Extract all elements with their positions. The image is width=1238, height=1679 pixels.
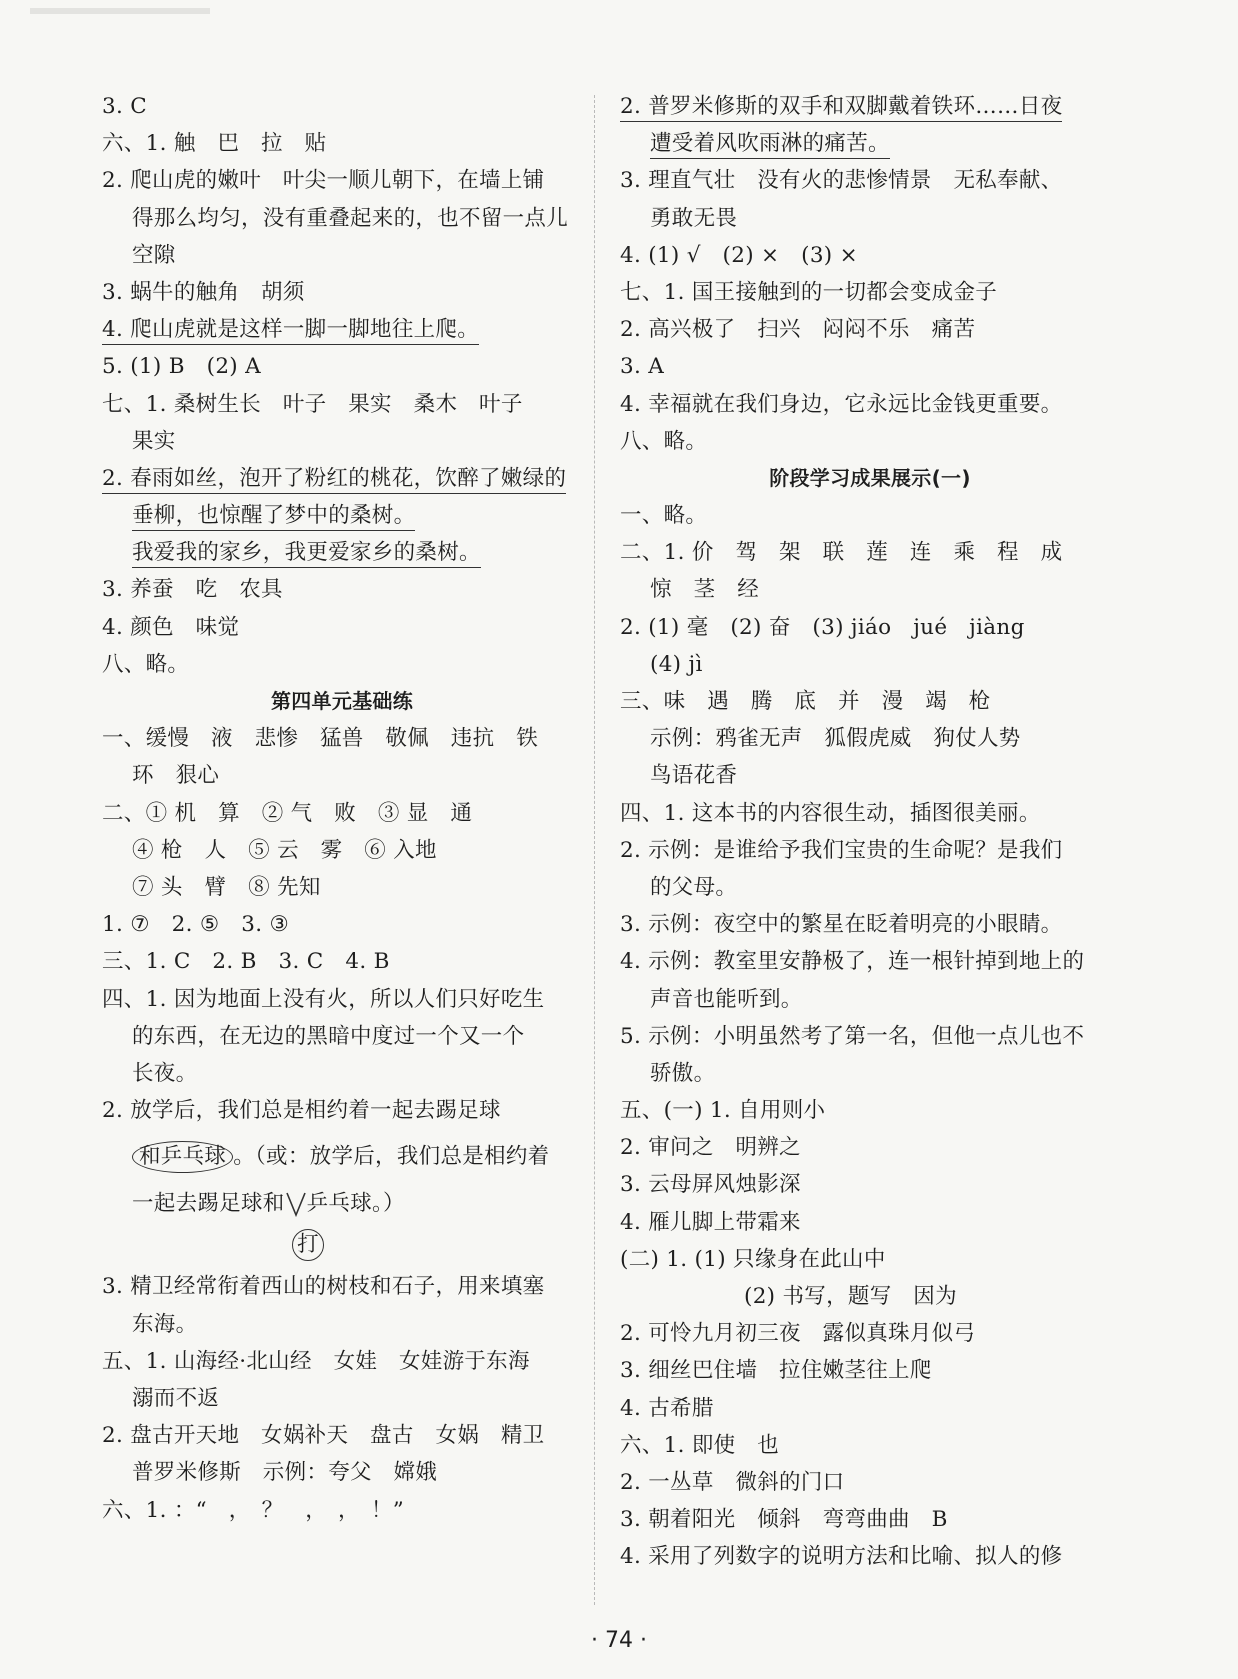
answer-text: 3. 精卫经常衔着西山的树枝和石子，用来填塞 [102, 1274, 545, 1300]
answer-line [102, 1268, 582, 1305]
answer-text: 的父母。 [650, 874, 738, 900]
answer-line [102, 1343, 582, 1380]
answer-line [102, 981, 582, 1018]
answer-text: 四、1. 因为地面上没有火，所以人们只好吃生 [102, 986, 545, 1012]
column-divider [594, 95, 595, 1605]
correction-line3-tail: 乒乓球。） [306, 1191, 405, 1217]
answer-text: 3. 示例：夜空中的繁星在眨着明亮的小眼睛。 [620, 912, 1063, 938]
answer-text: 的东西，在无边的黑暗中度过一个又一个 [132, 1023, 525, 1049]
answer-text: 2. 爬山虎的嫩叶 叶尖一顺儿朝下，在墙上铺 [102, 168, 545, 194]
answer-text: 八、略。 [620, 428, 708, 454]
answer-text: 2. 普罗米修斯的双手和双脚戴着铁环……日夜 [620, 94, 1062, 122]
answer-text: 二、① 机 算 ② 气 败 ③ 显 通 [102, 800, 473, 826]
answer-text: 1. ⑦ 2. ⑤ 3. ③ [102, 912, 290, 938]
answer-line [620, 88, 1120, 125]
answer-line [620, 497, 1120, 534]
answer-line [620, 348, 1120, 385]
answer-text: 得那么均匀，没有重叠起来的，也不留一点儿 [132, 205, 569, 231]
answer-text: 我爱我的家乡，我更爱家乡的桑树。 [132, 540, 481, 568]
answer-line [102, 869, 582, 906]
answer-text: 果实 [132, 428, 176, 454]
answer-text: 4. 爬山虎就是这样一脚一脚地往上爬。 [102, 317, 479, 345]
answer-line [102, 832, 582, 869]
answer-line [102, 200, 582, 237]
answer-text: 勇敢无畏 [650, 205, 738, 231]
answer-line [102, 1417, 582, 1454]
answer-line [102, 460, 582, 497]
answer-line [620, 1427, 1120, 1464]
answer-text: 4. 雁儿脚上带霜来 [620, 1209, 801, 1235]
answer-line [102, 423, 582, 460]
correction-mark-line [102, 1129, 582, 1185]
correction-tail: 。（或：放学后，我们总是相约着 [233, 1144, 550, 1170]
answer-line [102, 943, 582, 980]
answer-line [102, 311, 582, 348]
answer-line [102, 646, 582, 683]
answer-line [620, 720, 1120, 757]
answer-line [620, 571, 1120, 608]
answer-line [620, 1315, 1120, 1352]
answer-line [102, 348, 582, 385]
answer-line [102, 88, 582, 125]
answer-line [102, 1018, 582, 1055]
insert-char: 打 [292, 1229, 324, 1261]
answer-line [620, 534, 1120, 571]
answer-line [620, 1055, 1120, 1092]
answer-text: 3. 云母屏风烛影深 [620, 1172, 801, 1198]
insertion-caret-icon [285, 1191, 307, 1217]
answer-line [620, 609, 1120, 646]
answer-line [620, 832, 1120, 869]
answer-text: 空隙 [132, 242, 176, 268]
answer-line [102, 1055, 582, 1092]
answer-text: 三、1. C 2. B 3. C 4. B [102, 949, 390, 975]
answer-line [620, 1390, 1120, 1427]
answer-line [102, 497, 582, 534]
left-answers-top [102, 88, 582, 1129]
answer-text: 鸟语花香 [650, 763, 738, 789]
right-answers [620, 88, 1120, 1576]
answer-text: 4. 示例：教室里安静极了，连一根针掉到地上的 [620, 949, 1085, 975]
answer-text: 2. 一丛草 微斜的门口 [620, 1469, 845, 1495]
answer-text: 4. 采用了列数字的说明方法和比喻、拟人的修 [620, 1544, 1063, 1570]
answer-text: 3. 细丝巴住墙 拉住嫩茎往上爬 [620, 1358, 932, 1384]
answer-line [102, 1492, 582, 1529]
answer-text: 4. 古希腊 [620, 1395, 714, 1421]
answer-line [620, 1166, 1120, 1203]
answer-text: 骄傲。 [650, 1060, 716, 1086]
answer-line [620, 1129, 1120, 1166]
answer-line [620, 237, 1120, 274]
correction-insert-line [102, 1185, 582, 1222]
answer-line [620, 1204, 1120, 1241]
answer-text: 东海。 [132, 1311, 198, 1337]
answer-line [620, 795, 1120, 832]
answer-line [620, 311, 1120, 348]
answer-line [620, 1278, 1120, 1315]
answer-text: 一、缓慢 液 悲惨 猛兽 敬佩 违抗 铁 [102, 726, 539, 752]
answer-line [102, 125, 582, 162]
answer-line [620, 757, 1120, 794]
answer-text: 三、味 遇 腾 底 并 漫 竭 枪 [620, 689, 991, 714]
answer-text: ⑦ 头 臂 ⑧ 先知 [132, 874, 321, 900]
left-answers-bottom [102, 1268, 582, 1528]
answer-line [620, 906, 1120, 943]
answer-text: 2. 盘古开天地 女娲补天 盘古 女娲 精卫 [102, 1423, 545, 1449]
answer-line [102, 757, 582, 794]
answer-text: 五、1. 山海经·北山经 女娃 女娃游于东海 [102, 1348, 530, 1374]
answer-line [620, 162, 1120, 199]
answer-text: 2. 示例：是谁给予我们宝贵的生命呢？是我们 [620, 837, 1063, 863]
answer-line [620, 1501, 1120, 1538]
answer-line [620, 423, 1120, 460]
answer-text: 环 狠心 [132, 763, 220, 789]
answer-line [102, 534, 582, 571]
answer-text: 3. 理直气壮 没有火的悲惨情景 无私奉献、 [620, 168, 1063, 194]
answer-text: 2. 放学后，我们总是相约着一起去踢足球 [102, 1098, 501, 1124]
answer-text: 七、1. 国王接触到的一切都会变成金子 [620, 279, 998, 305]
correction-line3: 一起去踢足球和 [132, 1191, 285, 1217]
answer-text: 2. 春雨如丝，泡开了粉红的桃花，饮醉了嫩绿的 [102, 466, 566, 494]
answer-line [620, 1464, 1120, 1501]
answer-line [102, 906, 582, 943]
answer-text: 阶段学习成果展示(一) [769, 465, 971, 490]
answer-text: 六、1. ：“ ， ？ ， ， ！” [102, 1497, 404, 1523]
answer-line [102, 1380, 582, 1417]
answer-line [102, 1454, 582, 1491]
answer-line [102, 237, 582, 274]
answer-line [620, 646, 1120, 683]
answer-line [620, 869, 1120, 906]
answer-text: 长夜。 [132, 1060, 198, 1086]
answer-line [620, 943, 1120, 980]
answer-text: 3. 蜗牛的触角 胡须 [102, 279, 305, 305]
answer-text: 4. (1) √ (2) × (3) × [620, 242, 858, 268]
answer-text: 遭受着风吹雨淋的痛苦。 [650, 131, 890, 159]
answer-text: 示例：鸦雀无声 狐假虎威 狗仗人势 [650, 726, 1021, 752]
answer-text: 八、略。 [102, 651, 190, 677]
answer-line [620, 274, 1120, 311]
answer-line [620, 125, 1120, 162]
answer-text: 3. A [620, 354, 665, 380]
answer-line [620, 1352, 1120, 1389]
answer-text: 五、(一) 1. 自用则小 [620, 1098, 826, 1124]
answer-line [620, 683, 1120, 720]
answer-text: 2. 可怜九月初三夜 露似真珠月似弓 [620, 1321, 976, 1347]
answer-line [102, 386, 582, 423]
scan-artifact [30, 8, 210, 14]
answer-text: 3. 养蚕 吃 农具 [102, 577, 283, 603]
answer-text: 二、1. 价 驾 架 联 莲 连 乘 程 成 [620, 540, 1063, 566]
answer-text: 七、1. 桑树生长 叶子 果实 桑木 叶子 [102, 391, 523, 417]
answer-line [620, 981, 1120, 1018]
answer-text: 4. 颜色 味觉 [102, 614, 240, 640]
answer-text: 普罗米修斯 示例：夸父 嫦娥 [132, 1460, 438, 1486]
answer-text: (2) 书写，题写 因为 [744, 1284, 957, 1309]
left-column [102, 88, 582, 1529]
section-heading [102, 683, 582, 720]
circled-text: 和乒乓球 [132, 1141, 233, 1173]
answer-line [102, 162, 582, 199]
answer-text: 六、1. 即使 也 [620, 1432, 780, 1458]
answer-text: 一、略。 [620, 503, 708, 529]
answer-text: 第四单元基础练 [270, 689, 414, 713]
answer-text: 溺而不返 [132, 1386, 220, 1411]
answer-line [620, 386, 1120, 423]
answer-line [102, 274, 582, 311]
answer-text: 5. (1) B (2) A [102, 354, 261, 380]
insert-char-line [102, 1222, 582, 1268]
answer-text: 惊 茎 经 [650, 577, 760, 603]
answer-line [620, 1092, 1120, 1129]
answer-line [102, 1092, 582, 1129]
answer-line [102, 795, 582, 832]
answer-line [102, 1306, 582, 1343]
answer-line [102, 720, 582, 757]
answer-text: 3. C [102, 94, 147, 119]
answer-text: (4) jì [650, 651, 703, 677]
answer-text: 4. 幸福就在我们身边，它永远比金钱更重要。 [620, 391, 1063, 417]
answer-text: 声音也能听到。 [650, 986, 803, 1012]
answer-text: ④ 枪 人 ⑤ 云 雾 ⑥ 入地 [132, 837, 437, 863]
answer-text: 四、1. 这本书的内容很生动，插图很美丽。 [620, 800, 1041, 826]
answer-line [620, 200, 1120, 237]
answer-text: 2. (1) 毫 (2) 奋 (3) jiáo jué jiàng [620, 614, 1025, 640]
section-heading [620, 460, 1120, 497]
answer-text: 3. 朝着阳光 倾斜 弯弯曲曲 B [620, 1507, 948, 1533]
answer-text: (二) 1. (1) 只缘身在此山中 [620, 1246, 886, 1272]
answer-line [102, 571, 582, 608]
answer-text: 六、1. 触 巴 拉 贴 [102, 131, 327, 157]
answer-text: 2. 审问之 明辨之 [620, 1135, 801, 1161]
answer-line [620, 1018, 1120, 1055]
answer-line [620, 1241, 1120, 1278]
right-column [620, 88, 1120, 1576]
answer-line [620, 1538, 1120, 1575]
answer-line [102, 609, 582, 646]
answer-text: 5. 示例：小明虽然考了第一名，但他一点儿也不 [620, 1023, 1085, 1049]
answer-text: 垂柳，也惊醒了梦中的桑树。 [132, 503, 415, 531]
page-number: · 74 · [591, 1628, 647, 1653]
answer-text: 2. 高兴极了 扫兴 闷闷不乐 痛苦 [620, 317, 976, 343]
